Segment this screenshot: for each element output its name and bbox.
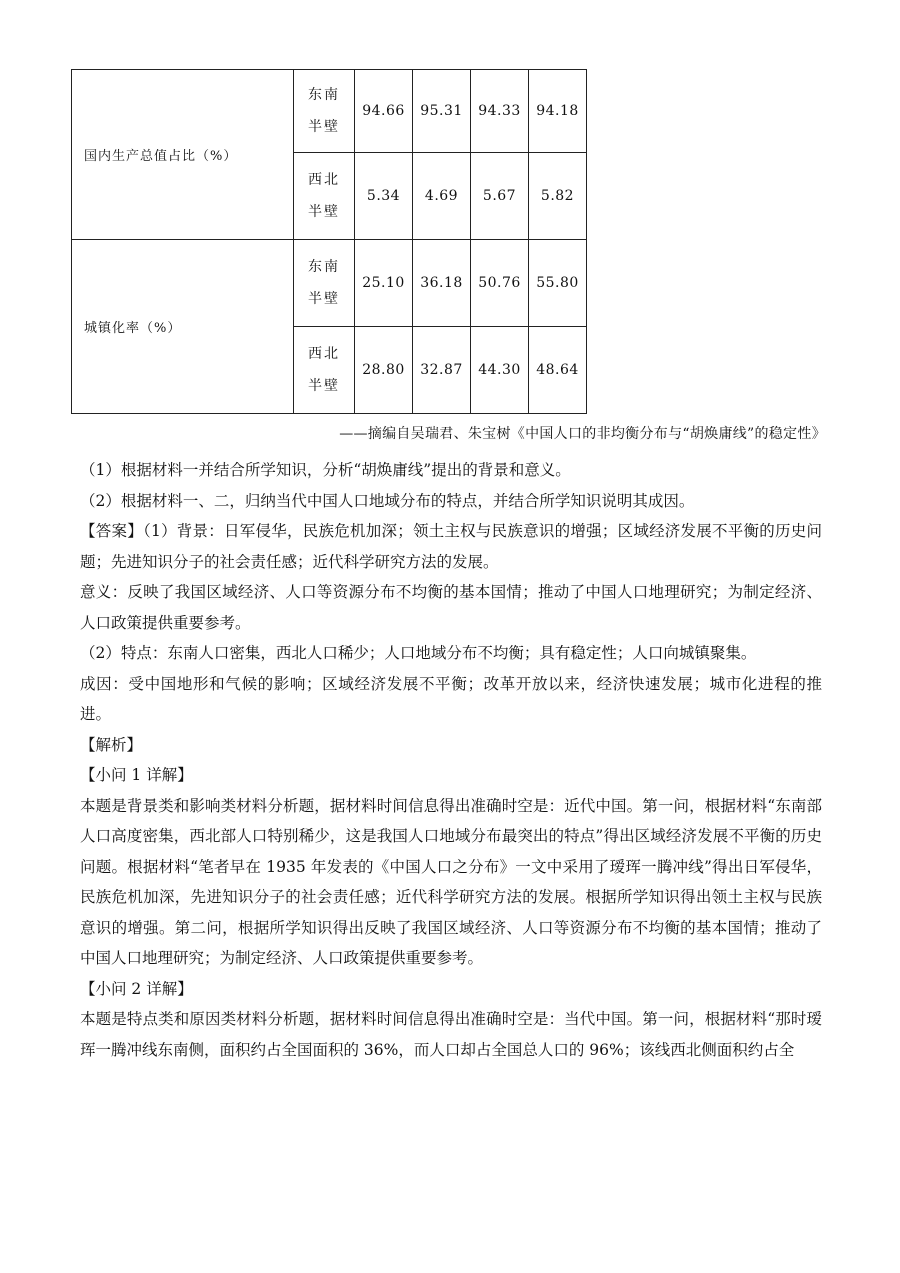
table-row — [72, 240, 587, 327]
question-1: （1）根据材料一并结合所学知识，分析“胡焕庸线”提出的背景和意义。 — [80, 461, 571, 479]
sub2-heading: 【小问 2 详解】 — [80, 979, 193, 998]
table-cell: 44.30 — [471, 327, 529, 414]
table-cell: 28.80 — [355, 327, 413, 414]
table-cell: 48.64 — [529, 327, 587, 414]
sub2-text: 本题是特点类和原因类材料分析题，据材料时间信息得出准确时空是：当代中国。第一问，根据材料“那时瑷珲一腾冲线东南侧，面积约占全国面积的 36%，而人口却占全国总人口的 96%；该线西北侧面积约占全 — [80, 1010, 822, 1059]
table-cell: 50.76 — [471, 240, 529, 327]
region-label: 东南 半壁 — [294, 70, 355, 153]
source-citation: ——摘编自吴瑞君、朱宝树《中国人口的非均衡分布与“胡焕庸线”的稳定性》 — [339, 426, 826, 442]
table-cell: 5.67 — [471, 153, 529, 240]
table-cell: 25.10 — [355, 240, 413, 327]
answer-causes: 成因：受中国地形和气候的影响；区域经济发展不平衡；改革开放以来，经济快速发展；城市化进程的推进。 — [80, 674, 822, 723]
table-cell: 36.18 — [413, 240, 471, 327]
table-cell: 94.66 — [355, 70, 413, 153]
table-cell: 95.31 — [413, 70, 471, 153]
table-cell: 4.69 — [413, 153, 471, 240]
sub1-heading: 【小问 1 详解】 — [80, 766, 193, 784]
table-row — [72, 70, 587, 153]
answer-features: （2）特点：东南人口密集，西北人口稀少；人口地域分布不均衡；具有稳定性；人口向城镇聚集。 — [80, 644, 757, 662]
answer-background: 【答案】（1）背景：日军侵华，民族危机加深；领土主权与民族意识的增强；区域经济发展不平衡的历史问题；先进知识分子的社会责任感；近代科学研究方法的发展。 — [80, 522, 822, 571]
table-cell: 5.34 — [355, 153, 413, 240]
table-cell: 55.80 — [529, 240, 587, 327]
metric-label: 城镇化率（%） — [72, 240, 294, 414]
questions-block — [80, 455, 822, 1065]
table-cell: 5.82 — [529, 153, 587, 240]
sub1-text: 本题是背景类和影响类材料分析题，据材料时间信息得出准确时空是：近代中国。第一问，根据材料“东南部人口高度密集，西北部人口特别稀少，这是我国人口地域分布最突出的特点”得出区域经济发展不平衡的历史问题。根据材料“笔者早在 1935 年发表的《中国人口之分布》一文中采用了瑷珲一腾冲线”得出日军侵华，民族危机加深，先进知识分子的社会责任感；近代科学研究方法的发展。根据所学知识得出领土主权与民族意识的增强。第二问，根据所学知识得出反映了我国区域经济、人口等资源分布不均衡的基本国情；推动了中国人口地理研究；为制定经济、人口政策提供重要参考。 — [80, 796, 822, 967]
table-cell: 94.33 — [471, 70, 529, 153]
region-label: 东南 半壁 — [294, 240, 355, 327]
metric-label: 国内生产总值占比（%） — [72, 70, 294, 240]
answer-significance: 意义：反映了我国区域经济、人口等资源分布不均衡的基本国情；推动了中国人口地理研究；为制定经济、人口政策提供重要参考。 — [80, 583, 822, 632]
region-label: 西北 半壁 — [294, 153, 355, 240]
statistics-table — [71, 69, 587, 414]
region-label: 西北 半壁 — [294, 327, 355, 414]
question-2: （2）根据材料一、二，归纳当代中国人口地域分布的特点，并结合所学知识说明其成因。 — [80, 491, 695, 510]
table-cell: 94.18 — [529, 70, 587, 153]
analysis-heading: 【解析】 — [80, 735, 143, 754]
table-cell: 32.87 — [413, 327, 471, 414]
